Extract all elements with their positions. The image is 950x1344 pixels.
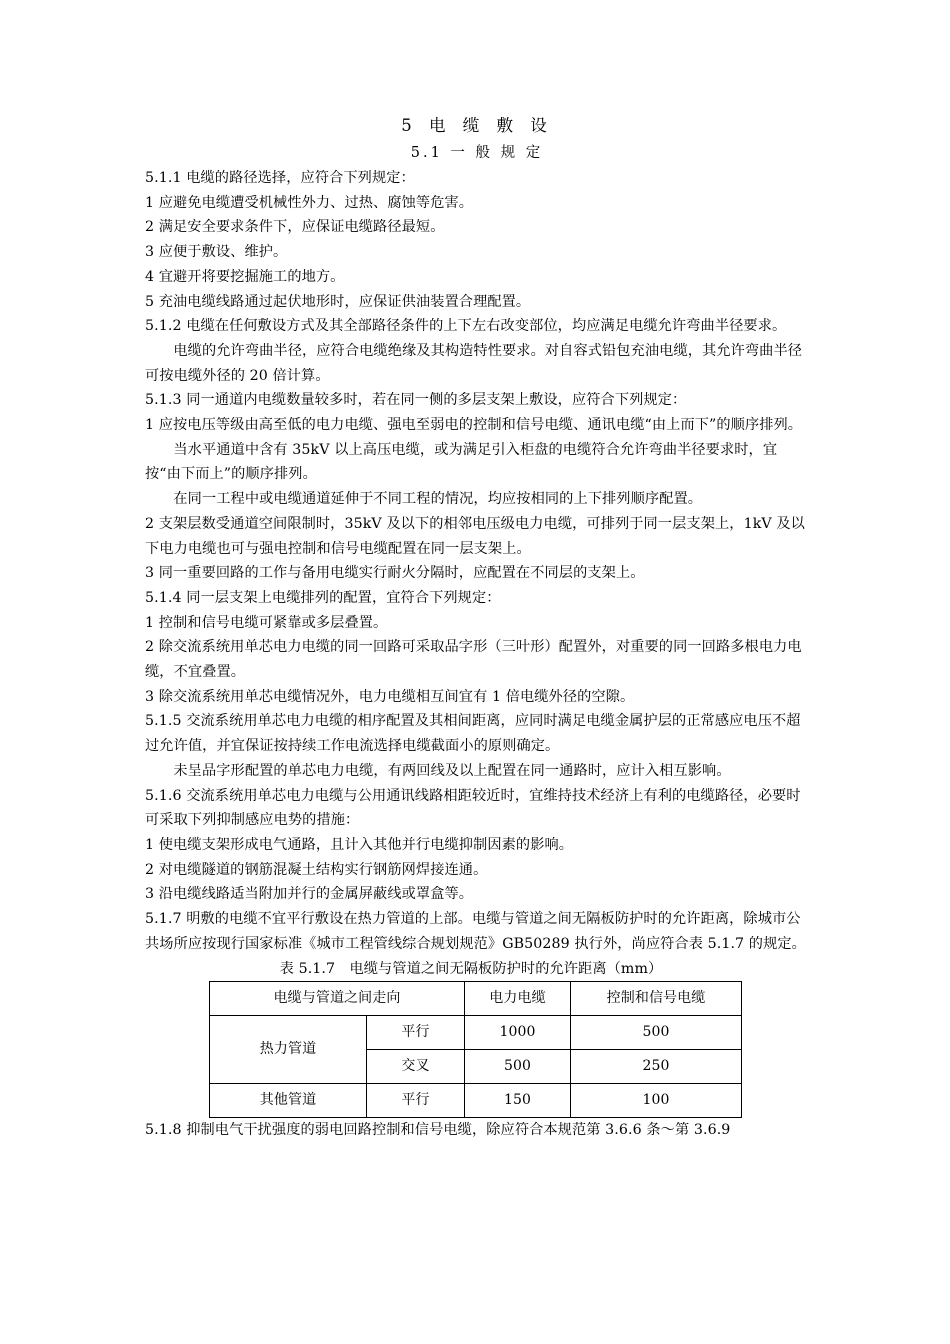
table-header-cell: 控制和信号电缆	[571, 981, 742, 1015]
table-cell: 500	[571, 1015, 742, 1049]
table-header-row	[210, 981, 742, 1015]
paragraph: 1 使电缆支架形成电气通路，且计入其他并行电缆抑制因素的影响。	[145, 836, 574, 853]
paragraph: 1 应按电压等级由高至低的电力电缆、强电至弱电的控制和信号电缆、通讯电缆“由上而下”的顺序排列。	[145, 417, 803, 434]
paragraph: 2 支架层数受通道空间限制时，35kV 及以下的相邻电压级电力电缆，可排列于同一层支架上，1kV 及以下电力电缆也可与强电控制和信号电缆配置在同一层支架上。	[145, 515, 805, 557]
paragraph: 2 满足安全要求条件下，应保证电缆路径最短。	[145, 219, 445, 236]
body-text	[145, 166, 809, 957]
paragraph: 2 对电缆隧道的钢筋混凝土结构实行钢筋网焊接连通。	[145, 861, 488, 878]
table-cell: 平行	[367, 1015, 465, 1049]
table-cell: 1000	[465, 1015, 571, 1049]
paragraph: 5.1.1 电缆的路径选择，应符合下列规定：	[145, 170, 415, 186]
chapter-title: 5 电 缆 敷 设	[401, 116, 553, 135]
paragraph: 当水平通道中含有 35kV 以上高压电缆，或为满足引入柜盘的电缆符合允许弯曲半径要求时，宜按“由下而上”的顺序排列。	[145, 441, 778, 483]
paragraph: 3 应便于敷设、维护。	[145, 244, 288, 261]
paragraph: 3 除交流系统用单芯电缆情况外，电力电缆相互间宜有 1 倍电缆外径的空隙。	[145, 688, 635, 705]
paragraph: 5.1.5 交流系统用单芯电力电缆的相序配置及其相间距离，应同时满足电缆金属护层的正常感应电压不超过允许值，并宜保证按持续工作电流选择电缆截面小的原则确定。	[145, 713, 801, 755]
table-group-cell: 其他管道	[210, 1083, 367, 1117]
table-header-cell: 电缆与管道之间走向	[210, 981, 465, 1015]
table-group-cell: 热力管道	[210, 1015, 367, 1083]
table-cell: 平行	[367, 1083, 465, 1117]
section-title: 5.1 一 般 规 定	[410, 145, 544, 161]
paragraph: 4 宜避开将要挖掘施工的地方。	[145, 268, 345, 285]
paragraph: 5.1.7 明敷的电缆不宜平行敷设在热力管道的上部。电缆与管道之间无隔板防护时的允许距离，除城市公共场所应按现行国家标准《城市工程管线综合规划规范》GB50289 执行外，尚应符合表 5.1.7 的规定。	[145, 911, 806, 952]
document-page	[145, 112, 809, 1142]
table-header-cell: 电力电缆	[465, 981, 571, 1015]
paragraph-last-line: 5.1.8 抑制电气干扰强度的弱电回路控制和信号电缆，除应符合本规范第 3.6.6 条～第 3.6.9	[145, 1121, 731, 1138]
table-cell: 250	[571, 1049, 742, 1083]
table-cell: 150	[465, 1083, 571, 1117]
table-row	[210, 1015, 742, 1049]
paragraph: 在同一工程中或电缆通道延伸于不同工程的情况，均应按相同的上下排列顺序配置。	[173, 491, 703, 508]
table-caption: 表 5.1.7 电缆与管道之间无隔板防护时的允许距离（mm）	[279, 960, 663, 977]
paragraph: 5.1.2 电缆在任何敷设方式及其全部路径条件的上下左右改变部位，均应满足电缆允许弯曲半径要求。	[145, 318, 787, 335]
paragraph: 电缆的允许弯曲半径，应符合电缆绝缘及其构造特性要求。对自容式铅包充油电缆，其允许弯曲半径可按电缆外径的 20 倍计算。	[145, 342, 803, 384]
paragraph: 5.1.4 同一层支架上电缆排列的配置，宜符合下列规定：	[145, 589, 501, 606]
table-cell: 交叉	[367, 1049, 465, 1083]
paragraph: 3 同一重要回路的工作与备用电缆实行耐火分隔时，应配置在不同层的支架上。	[145, 565, 645, 582]
paragraph: 2 除交流系统用单芯电力电缆的同一回路可采取品字形（三叶形）配置外，对重要的同一回路多根电力电缆，不宜叠置。	[145, 639, 802, 681]
table-cell: 500	[465, 1049, 571, 1083]
paragraph: 未呈品字形配置的单芯电力电缆，有两回线及以上配置在同一通路时，应计入相互影响。	[173, 762, 731, 779]
paragraph: 5 充油电缆线路通过起伏地形时，应保证供油装置合理配置。	[145, 293, 531, 310]
paragraph: 1 控制和信号电缆可紧靠或多层叠置。	[145, 614, 388, 631]
table-cell: 100	[571, 1083, 742, 1117]
table-row	[210, 1083, 742, 1117]
paragraph: 5.1.3 同一通道内电缆数量较多时，若在同一侧的多层支架上敷设，应符合下列规定：	[145, 392, 687, 409]
paragraph: 5.1.6 交流系统用单芯电力电缆与公用通讯线路相距较近时，宜维持技术经济上有利的电缆路径，必要时可采取下列抑制感应电势的措施：	[145, 787, 801, 829]
paragraph: 1 应避免电缆遭受机械性外力、过热、腐蚀等危害。	[145, 194, 474, 211]
paragraph: 3 沿电缆线路适当附加并行的金属屏蔽线或罩盒等。	[145, 886, 474, 903]
distance-table	[209, 981, 742, 1118]
